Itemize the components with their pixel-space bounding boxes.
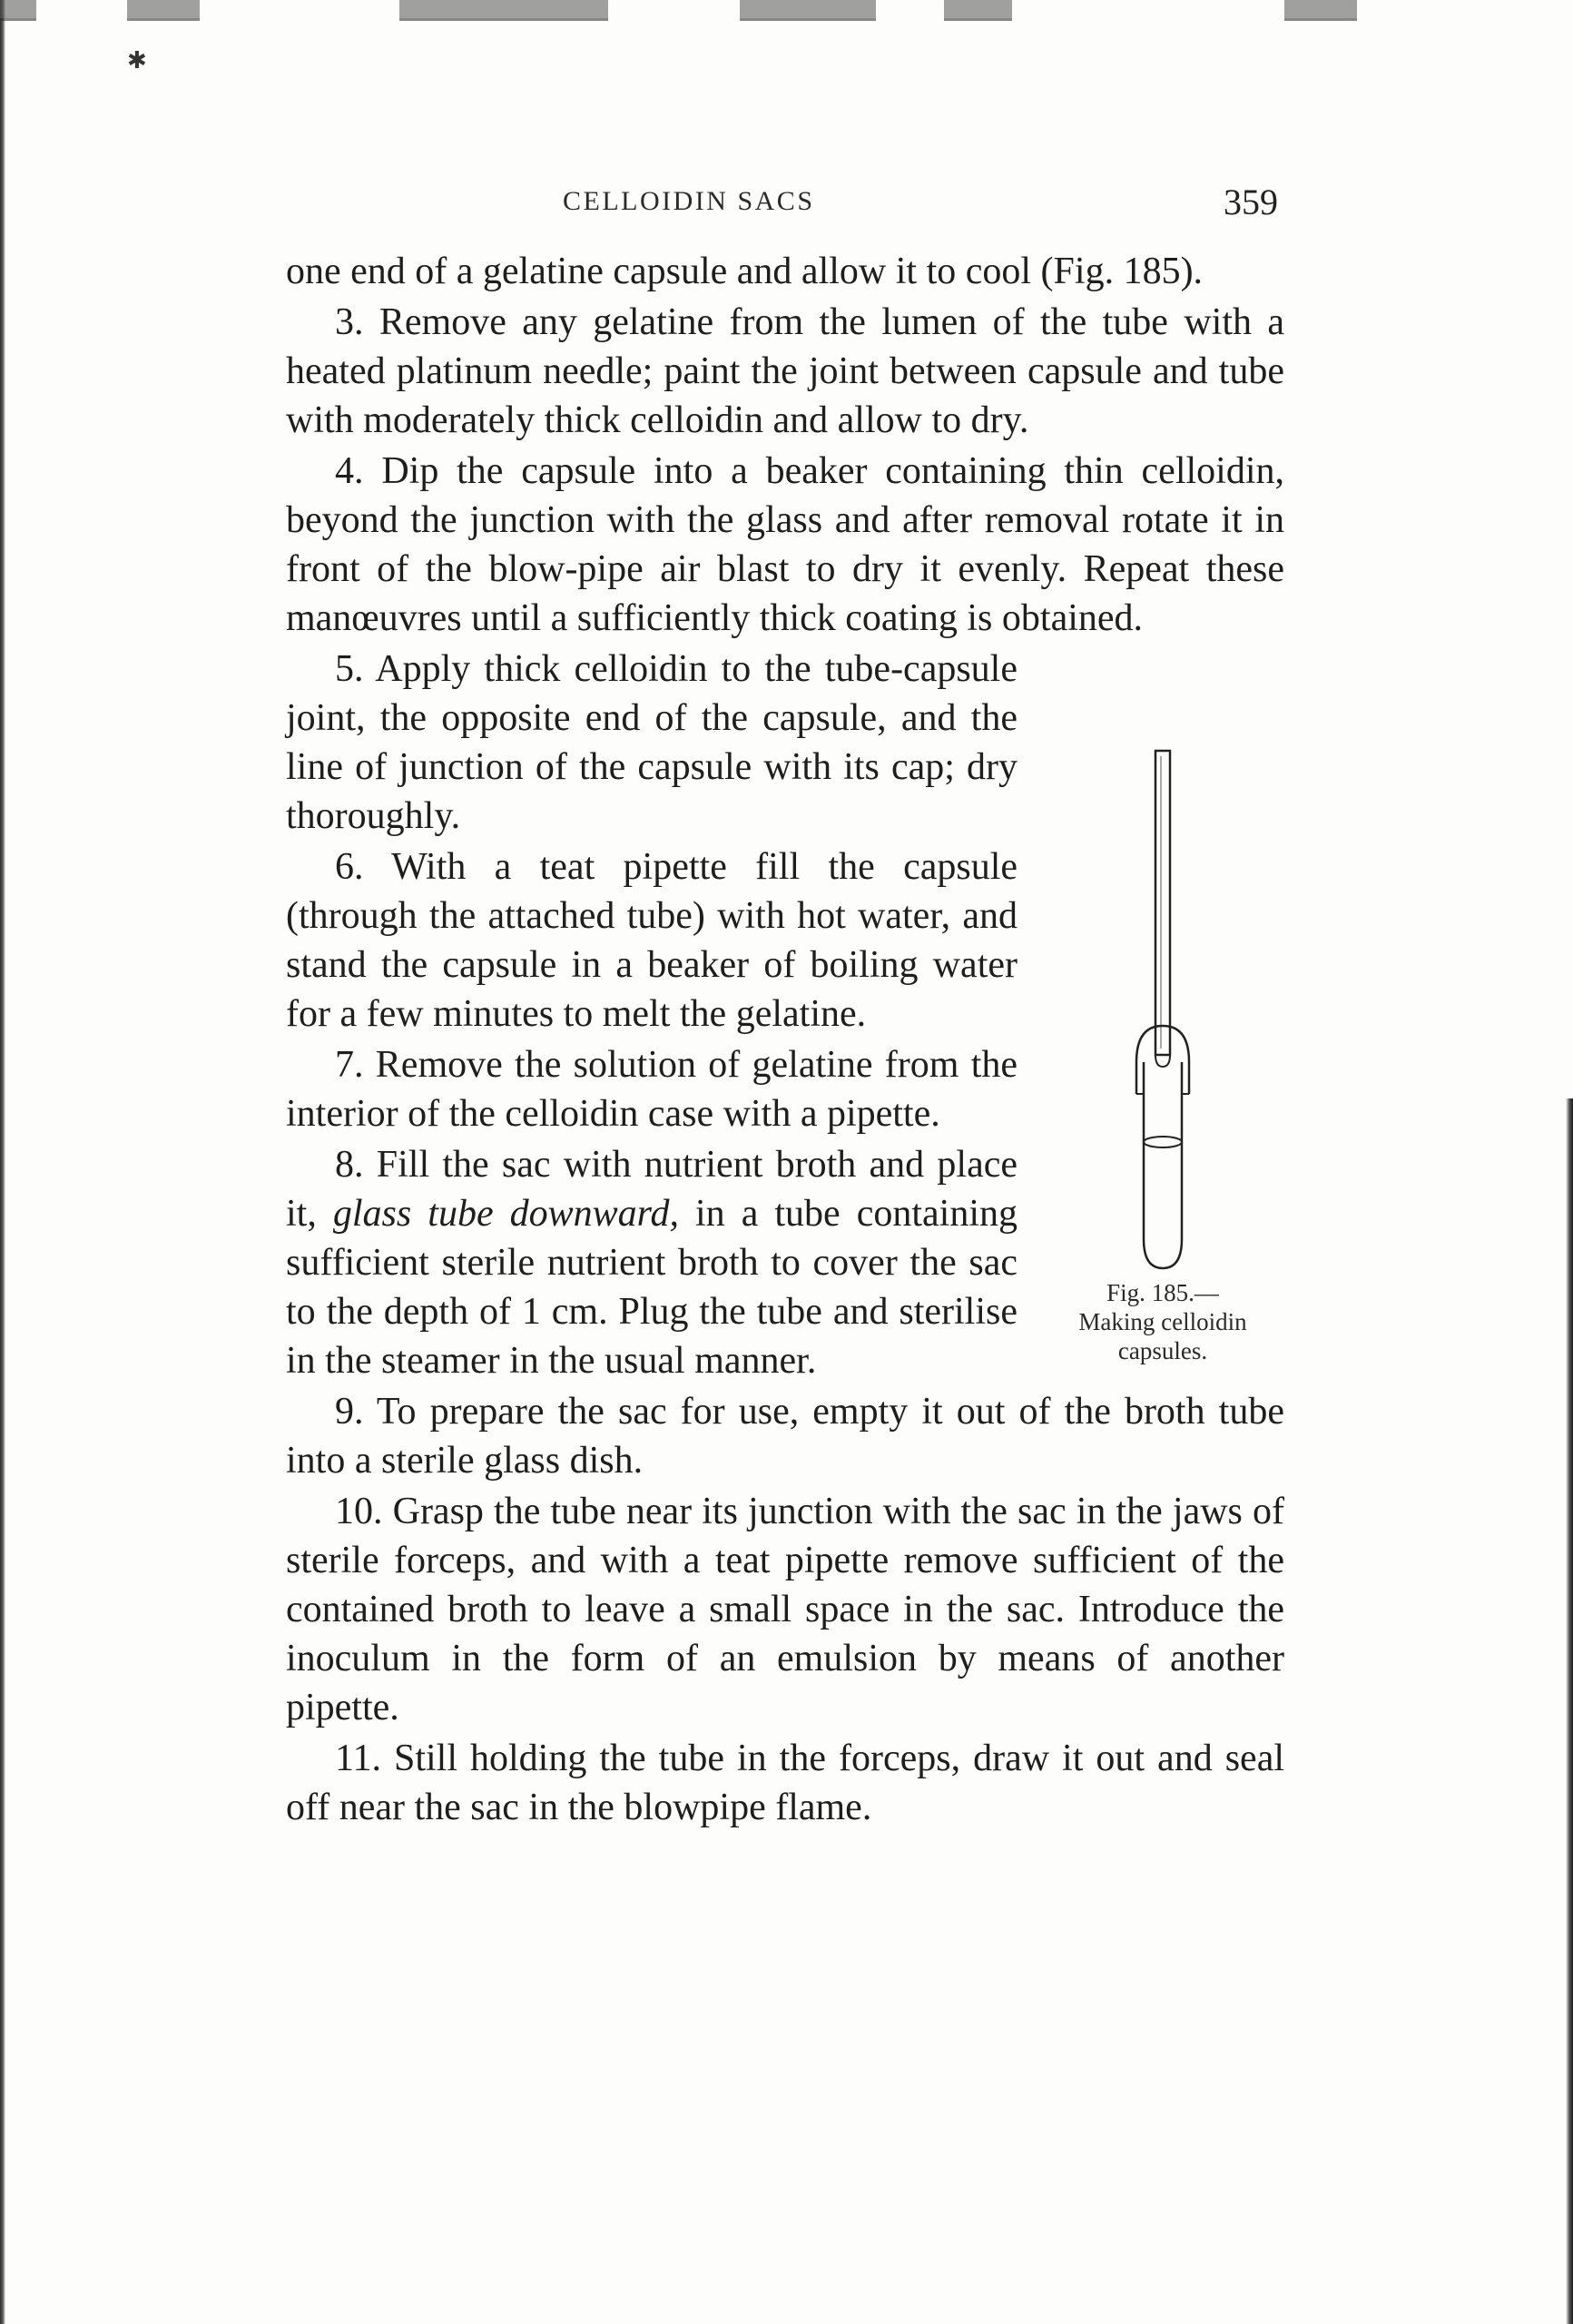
scan-mark <box>740 0 876 21</box>
scan-mark <box>1284 0 1357 21</box>
step-4: 4. Dip the capsule into a beaker containing thin celloidin, beyond the junction with the glass and after removal rotate it in front of the blow-pipe air blast to dry it evenly. Repeat these manœuvres until a sufficiently thick coating is obtained. <box>286 450 1284 639</box>
step-8: 8. Fill the sac with nutrient broth and place it, glass tube downward, in a tube containing sufficient sterile nutrient broth to cover the sac to the depth of 1 cm. Plug the tube and sterilise in the steamer in the usual manner. <box>286 1144 1018 1382</box>
page-number: 359 <box>1224 182 1278 222</box>
scan-edge-left <box>0 0 5 2324</box>
step-11: 11. Still holding the tube in the forceps, draw it out and seal off near the sac in the blowpipe flame. <box>286 1738 1285 1828</box>
body-text <box>286 247 1284 1834</box>
step-3: 3. Remove any gelatine from the lumen of the tube with a heated platinum needle; paint the joint between capsule and tube with moderately thick celloidin and allow to dry. <box>286 301 1284 441</box>
scan-mark <box>0 0 36 21</box>
running-title: CELLOIDIN SACS <box>563 186 815 216</box>
step-9: 9. To prepare the sac for use, empty it out of the broth tube into a sterile glass dish. <box>286 1391 1284 1482</box>
scan-speck: ✱ <box>127 47 147 74</box>
step-5: 5. Apply thick celloidin to the tube-capsule joint, the opposite end of the capsule, and the line of junction of the capsule with its cap; dry thoroughly. <box>286 648 1018 837</box>
paragraph-continuation: one end of a gelatine capsule and allow it to cool (Fig. 185). <box>286 251 1204 292</box>
scan-mark <box>127 0 200 21</box>
scan-edge-right <box>1566 1098 1573 2324</box>
step-7: 7. Remove the solution of gelatine from the interior of the celloidin case with a pipette. <box>286 1044 1018 1135</box>
capsule-tube-illustration <box>1104 749 1222 1271</box>
scan-mark <box>944 0 1012 21</box>
step-6: 6. With a teat pipette fill the capsule (through the attached tube) with hot water, and stand the capsule in a beaker of boiling water for a few minutes to melt the gelatine. <box>286 846 1018 1035</box>
figure-caption: Fig. 185.— Making celloidin capsules. <box>1078 1279 1247 1364</box>
step-10: 10. Grasp the tube near its junction with the sac in the jaws of sterile forceps, and with a teat pipette remove sufficient of the contained broth to leave a small space in the sac. Introduce the inoculum in the form of an emulsion by means of another pipette. <box>286 1491 1284 1728</box>
figure-185 <box>1041 749 1284 1365</box>
scan-mark <box>399 0 608 21</box>
running-head <box>0 182 1573 231</box>
